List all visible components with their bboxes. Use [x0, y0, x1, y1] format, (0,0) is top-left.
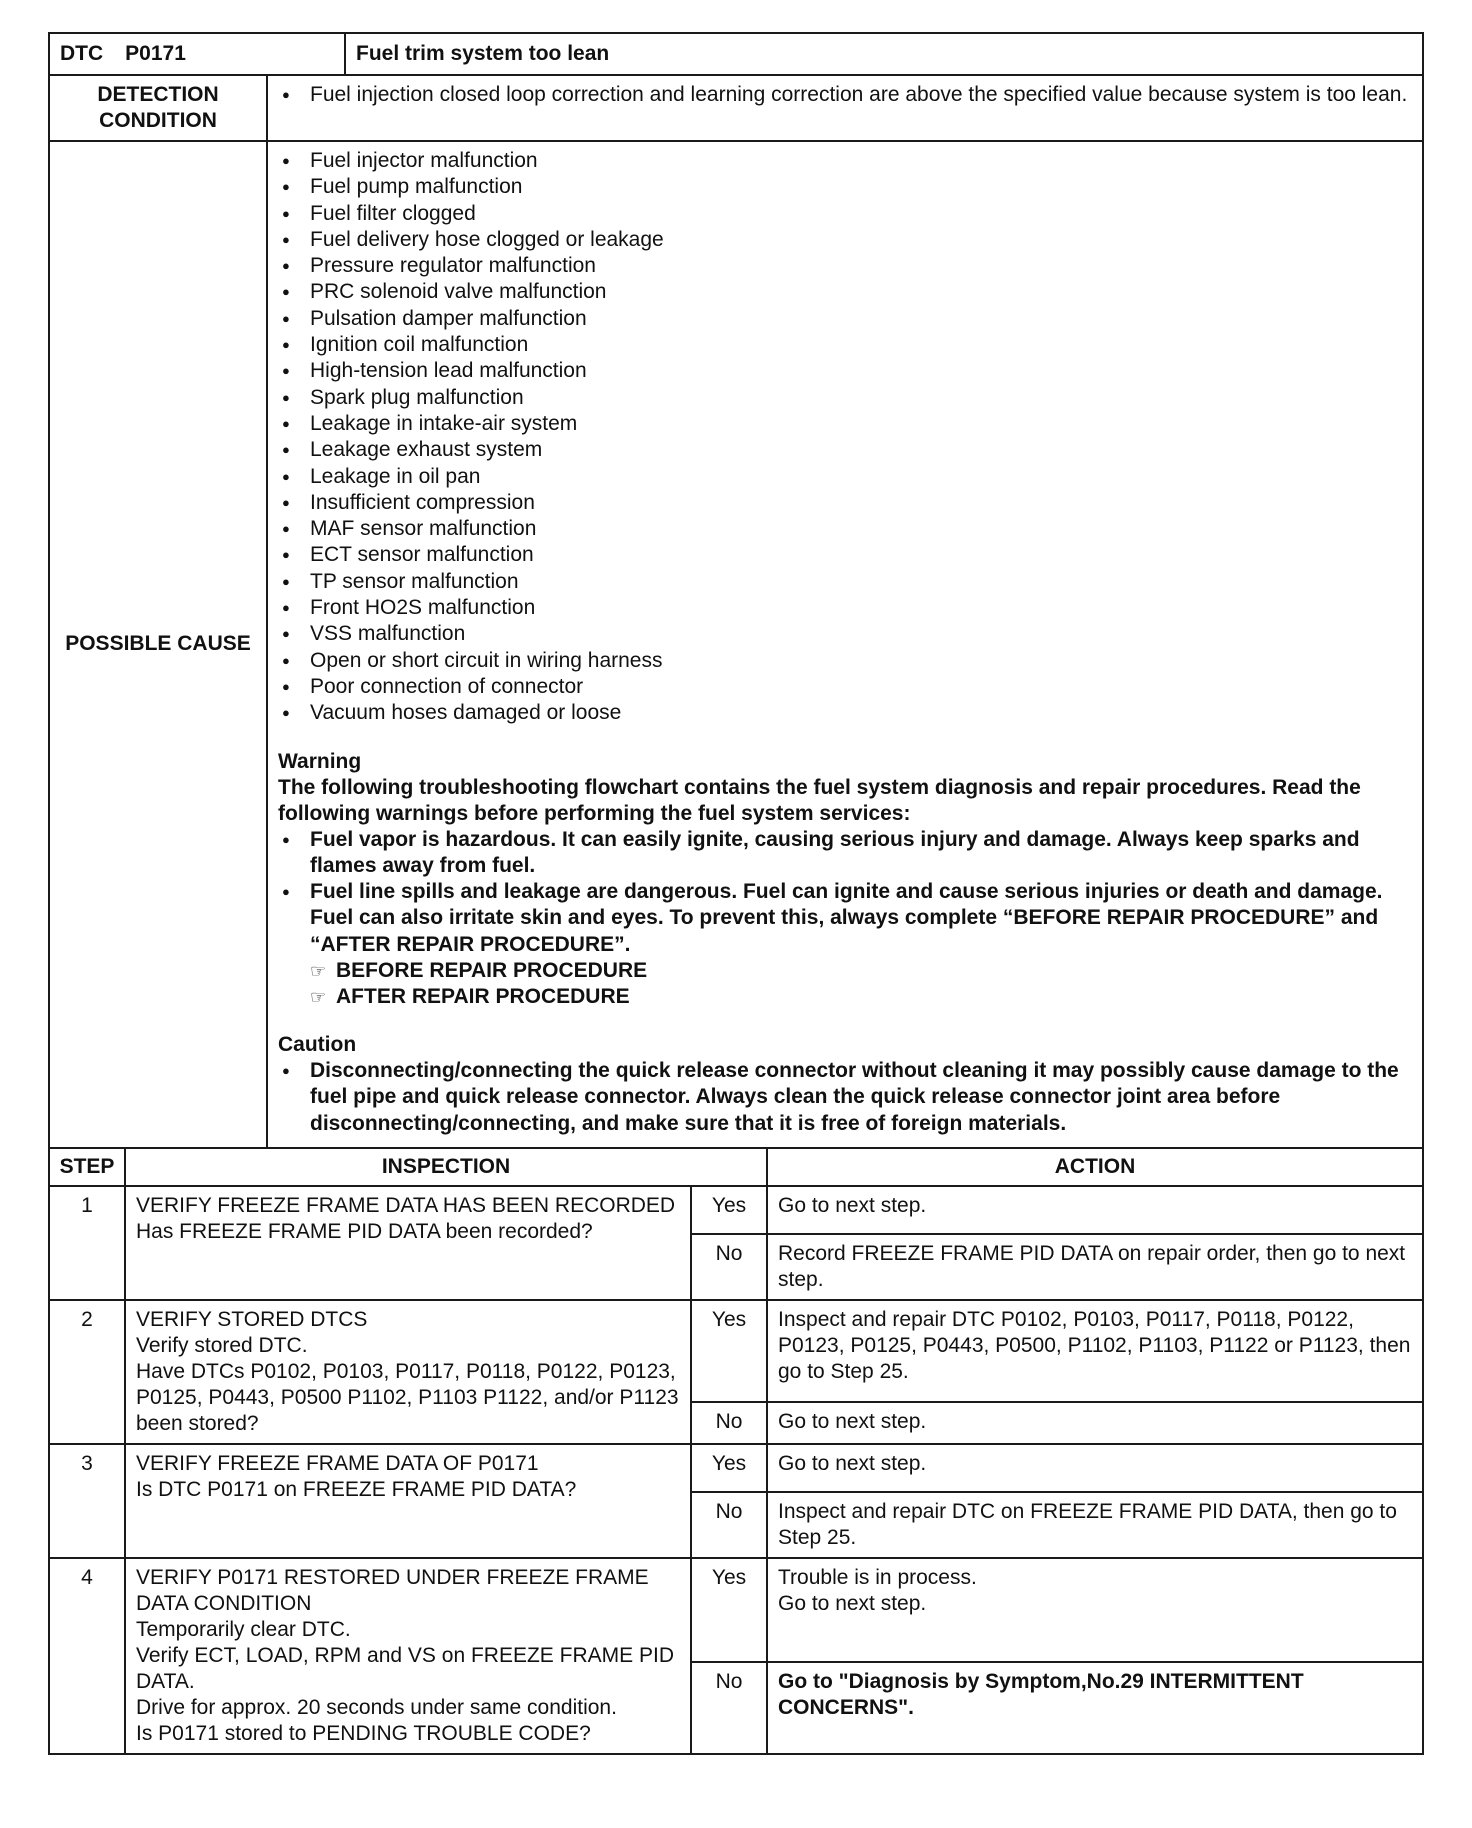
no-label: [691, 1402, 767, 1444]
warning-list: [278, 827, 1412, 958]
step-inspection-line: Has FREEZE FRAME PID DATA been recorded?: [136, 1219, 593, 1243]
yes-label-line: Yes: [711, 1565, 747, 1589]
cause-item: ● Insufficient compression: [278, 490, 1412, 516]
step-row: [49, 1300, 1423, 1402]
cause-list: [278, 148, 1412, 727]
no-label-line: No: [715, 1499, 743, 1523]
no-action: [767, 1234, 1423, 1300]
no-label-line: No: [715, 1669, 743, 1693]
cause-item: ● VSS malfunction: [278, 621, 1412, 647]
detection-condition-text: ● Fuel injection closed loop correction and learning correction are above the specified value because system is too lean.: [278, 82, 1412, 108]
step-inspection-line: VERIFY P0171 RESTORED UNDER FREEZE FRAME DATA CONDITION: [136, 1565, 649, 1615]
pointing-hand-icon: ☞: [310, 961, 327, 982]
procedure-ref-text: AFTER REPAIR PROCEDURE: [336, 985, 630, 1009]
cause-item: ● Open or short circuit in wiring harness: [278, 648, 1412, 674]
cause-item: ● MAF sensor malfunction: [278, 516, 1412, 542]
step-inspection: [125, 1444, 691, 1558]
dtc-code-cell: [49, 33, 345, 75]
detection-condition-label: [49, 75, 267, 141]
yes-label: [691, 1300, 767, 1402]
yes-action: [767, 1444, 1423, 1492]
steps-table: [48, 1147, 1424, 1755]
caution-item: ● Disconnecting/connecting the quick release connector without cleaning it may possibly cause damage to the fuel pipe and quick release connector. Always clean the quick release connector joint area before disconnecting/connecting, and make sure that it is free of foreign materials.: [278, 1058, 1412, 1137]
step-inspection-line: Temporarily clear DTC.: [136, 1617, 351, 1641]
caution-block: [278, 1032, 1412, 1137]
step-inspection: [125, 1186, 691, 1300]
possible-cause-label-text: POSSIBLE CAUSE: [65, 632, 251, 656]
cause-item: ● High-tension lead malfunction: [278, 358, 1412, 384]
no-label: [691, 1662, 767, 1754]
step-number: [49, 1186, 125, 1300]
step-row: [49, 1558, 1423, 1662]
yes-label-line: Yes: [711, 1193, 747, 1217]
detection-label-text: DETECTION CONDITION: [97, 83, 219, 132]
yes-label: [691, 1444, 767, 1492]
cause-item: ● TP sensor malfunction: [278, 569, 1412, 595]
yes-label-line: Yes: [711, 1451, 747, 1475]
caution-title: Caution: [278, 1033, 357, 1057]
step-inspection-line: VERIFY FREEZE FRAME DATA HAS BEEN RECORDED: [136, 1193, 676, 1217]
yes-action: [767, 1300, 1423, 1402]
dtc-title: Fuel trim system too lean: [345, 33, 1423, 75]
cause-item: ● PRC solenoid valve malfunction: [278, 279, 1412, 305]
step-number-line: 1: [81, 1193, 93, 1217]
no-action-line: Go to "Diagnosis by Symptom,No.29 INTERMITTENT CONCERNS".: [778, 1669, 1304, 1719]
step-row: [49, 1186, 1423, 1234]
yes-action: [767, 1186, 1423, 1234]
step-inspection-line: Verify ECT, LOAD, RPM and VS on FREEZE FRAME PID DATA.: [136, 1643, 674, 1693]
warning-block: [278, 749, 1412, 1010]
cause-item: ● Fuel injector malfunction: [278, 148, 1412, 174]
yes-action: [767, 1558, 1423, 1662]
dtc-label: DTC: [60, 42, 104, 65]
no-label-line: No: [715, 1241, 743, 1265]
dtc-info-table: [48, 32, 1424, 1149]
caution-list: [278, 1058, 1412, 1137]
step-inspection-line: VERIFY STORED DTCS: [136, 1307, 368, 1331]
cause-item: ● ECT sensor malfunction: [278, 542, 1412, 568]
step-number: [49, 1444, 125, 1558]
steps-body: [49, 1186, 1423, 1754]
step-inspection-line: Is DTC P0171 on FREEZE FRAME PID DATA?: [136, 1477, 577, 1501]
no-label-line: No: [715, 1409, 743, 1433]
step-number-line: 4: [81, 1565, 93, 1589]
warning-item: ● Fuel vapor is hazardous. It can easily ignite, causing serious injury and damage. Always keep sparks and flames away from fuel.: [278, 827, 1412, 880]
cause-item: ● Pulsation damper malfunction: [278, 306, 1412, 332]
no-action: [767, 1402, 1423, 1444]
cause-item: ● Fuel pump malfunction: [278, 174, 1412, 200]
possible-cause-label: [49, 141, 267, 1148]
cause-item: ● Leakage in intake-air system: [278, 411, 1412, 437]
procedure-ref-text: BEFORE REPAIR PROCEDURE: [336, 959, 648, 983]
no-action: [767, 1492, 1423, 1558]
yes-action-line: Trouble is in process.: [778, 1565, 977, 1589]
no-label: [691, 1492, 767, 1558]
yes-action-line: Go to next step.: [778, 1451, 927, 1475]
cause-item: ● Ignition coil malfunction: [278, 332, 1412, 358]
pointing-hand-icon: ☞: [310, 987, 327, 1008]
step-inspection-line: Have DTCs P0102, P0103, P0117, P0118, P0122, P0123, P0125, P0443, P0500 P1102, P1103 P1122, and/or P1123 been stored?: [136, 1359, 679, 1435]
step-number-line: 3: [81, 1451, 93, 1475]
yes-action-line: Inspect and repair DTC P0102, P0103, P0117, P0118, P0122, P0123, P0125, P0443, P0500, P1102, P1103, P1122 or P1123, then go to Step 25.: [778, 1307, 1411, 1383]
col-step-header: STEP: [49, 1148, 125, 1186]
step-row: [49, 1444, 1423, 1492]
cause-item: ● Leakage exhaust system: [278, 437, 1412, 463]
possible-cause-cell: [267, 141, 1423, 1148]
no-action-line: Go to next step.: [778, 1409, 927, 1433]
step-number-line: 2: [81, 1307, 93, 1331]
cause-item: ● Poor connection of connector: [278, 674, 1412, 700]
procedure-refs: [310, 958, 1412, 1010]
step-inspection-line: Verify stored DTC.: [136, 1333, 308, 1357]
cause-item: ● Spark plug malfunction: [278, 385, 1412, 411]
yes-label: [691, 1558, 767, 1662]
step-inspection: [125, 1558, 691, 1754]
dtc-code: P0171: [125, 42, 186, 65]
detection-condition-cell: [267, 75, 1423, 141]
yes-action-line: Go to next step.: [778, 1591, 927, 1615]
step-inspection-line: Is P0171 stored to PENDING TROUBLE CODE?: [136, 1721, 591, 1745]
cause-item: ● Vacuum hoses damaged or loose: [278, 700, 1412, 726]
cause-item: ● Fuel delivery hose clogged or leakage: [278, 227, 1412, 253]
cause-item: ● Front HO2S malfunction: [278, 595, 1412, 621]
col-action-header: ACTION: [767, 1148, 1423, 1186]
cause-item: ● Leakage in oil pan: [278, 464, 1412, 490]
no-action: [767, 1662, 1423, 1754]
yes-action-line: Go to next step.: [778, 1193, 927, 1217]
step-number: [49, 1300, 125, 1444]
yes-label-line: Yes: [711, 1307, 747, 1331]
warning-item: ● Fuel line spills and leakage are dangerous. Fuel can ignite and cause serious injuries or death and damage. Fuel can also irritate skin and eyes. To prevent this, always complete “BEFORE REPAIR PROCEDURE” and “AFTER REPAIR PROCEDURE”.: [278, 879, 1412, 958]
step-inspection-line: Drive for approx. 20 seconds under same condition.: [136, 1695, 617, 1719]
dtc-sheet: [48, 32, 1424, 1755]
step-inspection: [125, 1300, 691, 1444]
cause-item: ● Fuel filter clogged: [278, 201, 1412, 227]
procedure-ref-link[interactable]: [310, 984, 1412, 1010]
no-action-line: Record FREEZE FRAME PID DATA on repair order, then go to next step.: [778, 1241, 1406, 1291]
procedure-ref-link[interactable]: [310, 958, 1412, 984]
no-action-line: Inspect and repair DTC on FREEZE FRAME PID DATA, then go to Step 25.: [778, 1499, 1397, 1549]
col-inspection-header: INSPECTION: [125, 1148, 767, 1186]
warning-text: The following troubleshooting flowchart contains the fuel system diagnosis and repair procedures. Read the following warnings before performing the fuel system services:: [278, 775, 1361, 825]
warning-title: Warning: [278, 749, 362, 773]
yes-label: [691, 1186, 767, 1234]
step-inspection-line: VERIFY FREEZE FRAME DATA OF P0171: [136, 1451, 539, 1475]
cause-item: ● Pressure regulator malfunction: [278, 253, 1412, 279]
no-label: [691, 1234, 767, 1300]
step-number: [49, 1558, 125, 1754]
